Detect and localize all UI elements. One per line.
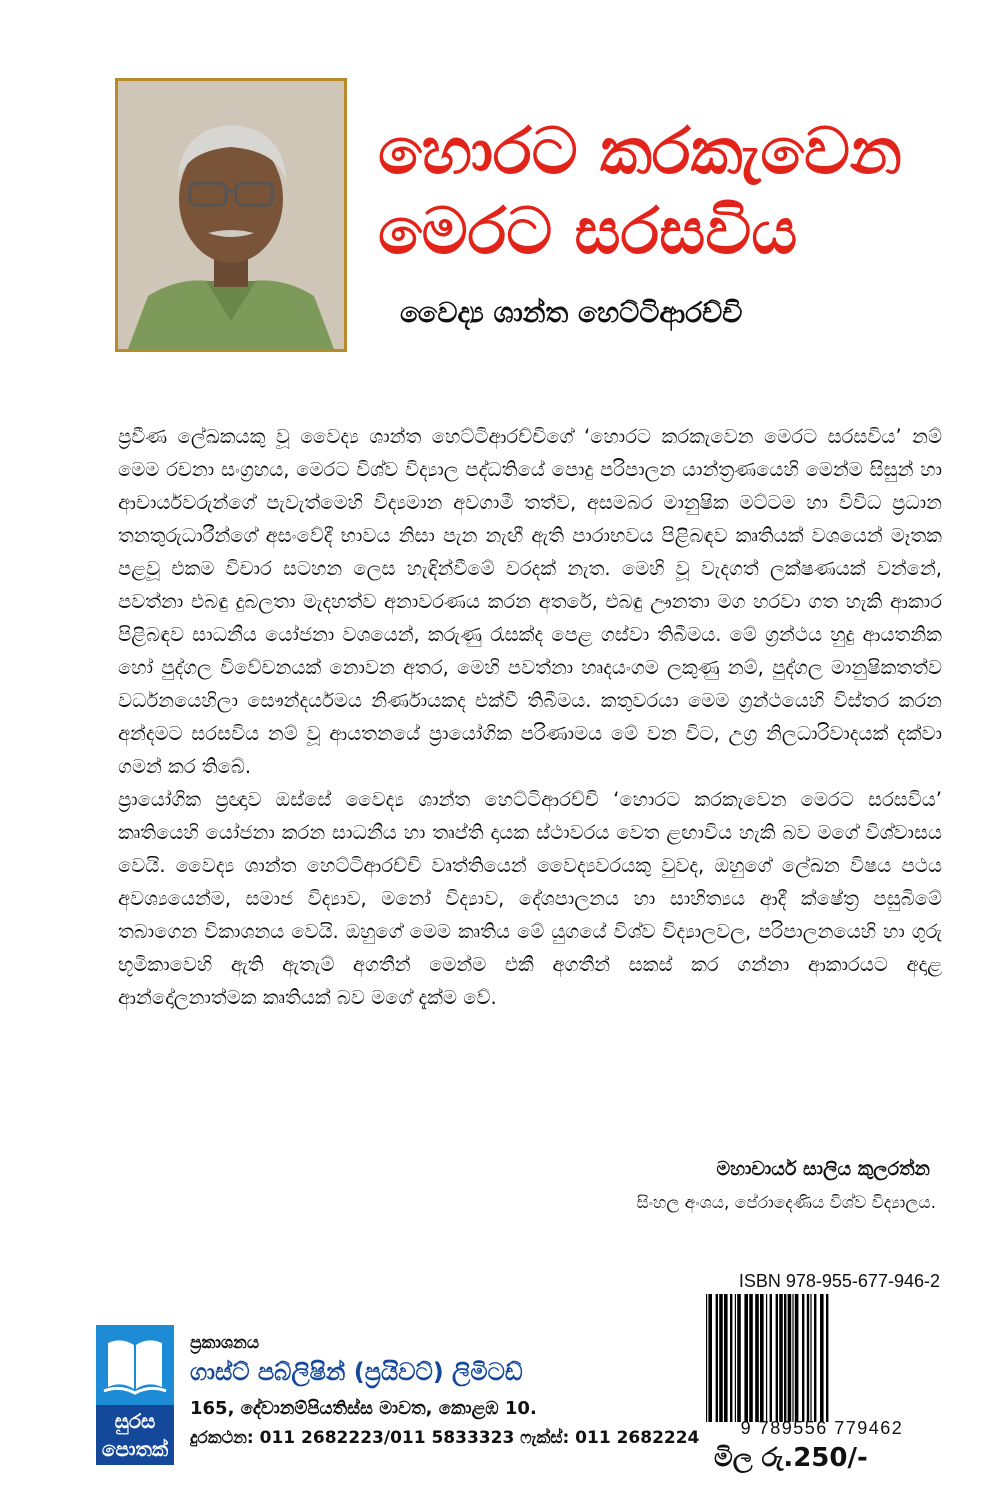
logo-text-line-1: සුරස	[114, 1409, 156, 1433]
publisher-address: 165, දේවානම්පියතිස්ස මාවත, කොළඹ 10.	[190, 1398, 537, 1419]
book-title	[378, 112, 938, 272]
blurb-paragraph-1: ප්‍රවීණ ලේඛකයකු වූ වෛද්‍ය ශාන්ත හෙට්ටිආරච්චිගේ ‘හොරට කරකැවෙන මෙරට සරසවිය’ නම් මෙම රචනා සංග්‍රහය, මෙරට විශ්ව විද්‍යාල පද්ධතියේ පොදු පරිපාලන යාන්ත්‍රණයෙහි මෙන්ම සිසුන් හා ආචාර්යවරුන්ගේ පැවැත්මෙහි විද්‍යමාන අවගාමී තත්ව, අසමබර මානුෂික මට්ටම හා විවිධ ප්‍රධාන තනතුරුධාරීන්ගේ අසංවේදී භාවය නිසා පැන නැඟී ඇති පාරාභවය පිළිබඳව කෘතියක් වශයෙන් මෑතක පළවූ එකම විචාර සටහන ලෙස හැඳින්වීමේ වරදක් නැත. මෙහි වූ වැදගත් ලක්ෂණයක් වන්නේ, පවත්නා එබඳු දුබලතා මැදහත්ව අනාවරණය කරන අතරේ, එබඳු ඌනතා මග හරවා ගත හැකි ආකාර පිළිබඳව සාධනීය යෝජනා වශයෙන්, කරුණු රැසක්ද පෙළ ගස්වා තිබීමය. මේ ග්‍රන්ථය හුදු ආයතනික හෝ පුද්ගල විවේචනයක් නොවන අතර, මෙහි පවත්නා හෘදයංගම ලකුණු නම්, පුද්ගල මානුෂිකතත්ව වර්ධනයෙහිලා සෞන්දර්යමය නිර්ණායකද එක්වී තිබීමය. කතුවරයා මෙම ග්‍රන්ථයෙහි විස්තර කරන අන්දමට සරසවිය නම් වූ ආයතනයේ ප්‍රායෝගික පරිණාමය මේ වන විට, උග්‍ර නිලධාරිවාදයක් දක්වා ගමන් කර තිබේ.	[118, 425, 942, 778]
author-portrait-image	[118, 81, 344, 349]
publisher-phone: දුරකථන: 011 2682223/011 5833323 ෆැක්ස්: 011 2682224	[190, 1428, 700, 1448]
barcode-image	[704, 1294, 940, 1422]
blurb-paragraph-2: ප්‍රායෝගික ප්‍රඥාව ඔස්සේ වෛද්‍ය ශාන්ත හෙට්ටිආරච්චි ‘හොරට කරකැවෙන මෙරට සරසවිය’ කෘතියෙහි යෝජනා කරන සාධනීය හා තෘප්ති දායක ස්ථාවරය වෙත ළඟාවිය හැකි බව මගේ විශ්වාසය වෙයි. වෛද්‍ය ශාන්ත හෙට්ටිආරච්චි වෘත්තියෙන් වෛද්‍යවරයකු වුවද, ඔහුගේ ලේඛන විෂය පථය අවශ්‍යයෙන්ම, සමාජ විද්‍යාව, මනෝ විද්‍යාව, දේශපාලනය හා සාහිත්‍යය ආදී ක්ෂේත්‍ර පසුබිමේ තබාගෙන විකාශනය වෙයි. ඔහුගේ මෙම කෘතිය මේ යුගයේ විශ්ව විද්‍යාලවල, පරිපාලනයෙහි හා ගුරු භූමිකාවෙහි ඇති ඇතැම් අගතීන් මෙන්ම එකී අගතීන් සකස් කර ගන්නා ආකාරයට අදාළ ආන්දෝලනාත්මක කෘතියක් බව මගේ දැක්ම වේ.	[118, 788, 942, 1009]
price-label: මිල රු.250/-	[714, 1443, 868, 1473]
barcode-digits: 9 789556 779462	[740, 1418, 904, 1438]
publisher-label: ප්‍රකාශනය	[190, 1333, 260, 1353]
publisher-name: ගාස්ට් පබ්ලිෂින් (ප්‍රයිවට්) ලිමිටඩ්	[190, 1358, 523, 1386]
publisher-logo	[96, 1325, 174, 1465]
author-photo	[115, 78, 347, 352]
reviewer-name: මහාචාර්ය සාලිය කුලරත්න	[716, 1158, 930, 1180]
book-icon	[96, 1325, 174, 1405]
logo-text-line-2: පොතක්	[101, 1437, 169, 1461]
isbn-label: ISBN 978-955-677-946-2	[738, 1271, 940, 1291]
reviewer-affiliation: සිංහල අංශය, පේරාදෙණිය විශ්ව විද්‍යාලය.	[636, 1193, 936, 1213]
blurb-text	[118, 420, 942, 1014]
book-title-line-2: මෙරට සරසවිය	[378, 195, 798, 269]
author-name: වෛද්‍ය ශාන්ත හෙට්ටිආරච්චි	[400, 296, 743, 329]
book-title-line-1: හොරට කරකැවෙන	[378, 115, 902, 189]
publisher-logo-text	[96, 1405, 174, 1465]
